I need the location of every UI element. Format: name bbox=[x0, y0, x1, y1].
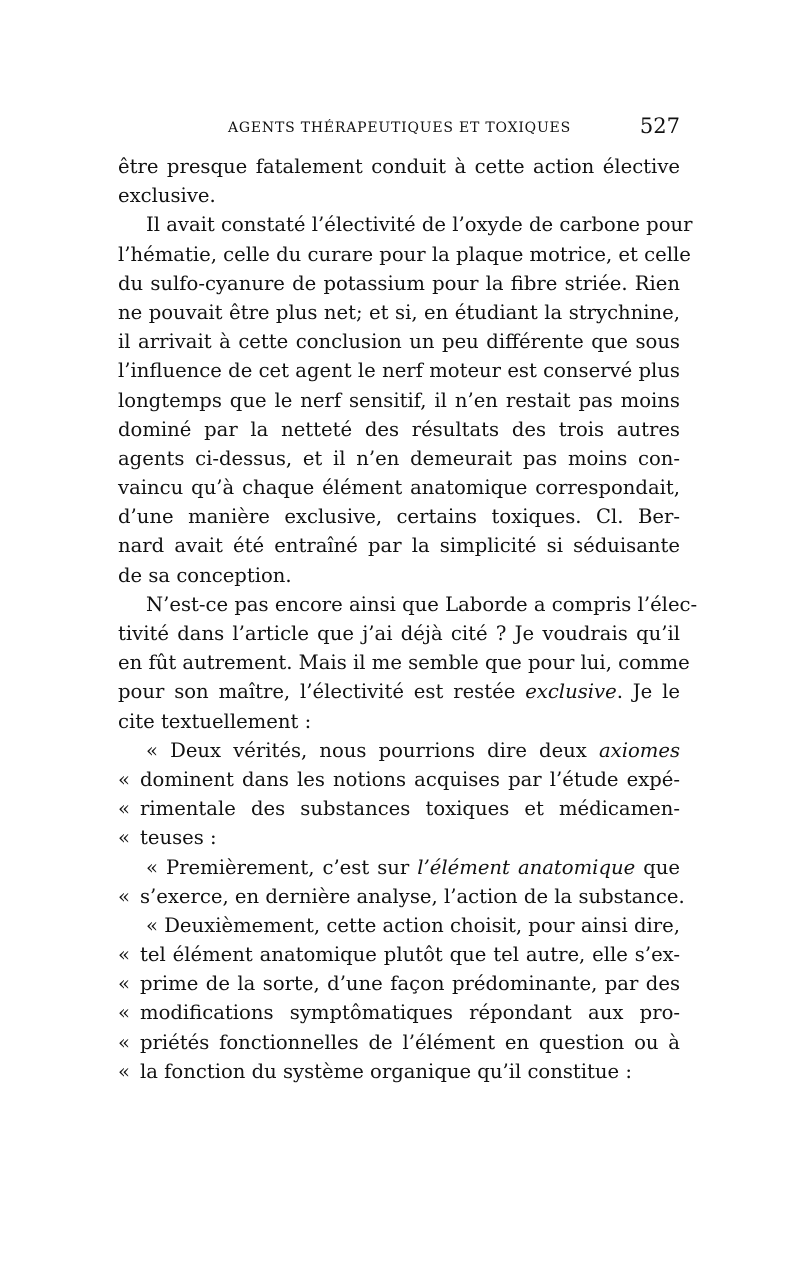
quote-line bbox=[118, 765, 680, 794]
text-span: « Premièrement, c’est sur bbox=[146, 855, 418, 879]
text-line: en fût autrement. Mais il me semble que pour lui, comme bbox=[118, 651, 690, 675]
quote-line bbox=[118, 969, 680, 998]
quote-line bbox=[118, 1057, 680, 1086]
text-line: tivité dans l’article que j’ai déjà cité ? Je voudrais qu’il bbox=[118, 622, 680, 645]
quote-text: priétés fonctionnelles de l’élément en question ou à bbox=[140, 1030, 680, 1054]
quote-mark: « bbox=[118, 826, 130, 850]
body-text bbox=[118, 152, 698, 1086]
text-line: l’hématie, celle du curare pour la plaque motrice, et celle bbox=[118, 242, 691, 266]
quote-line bbox=[118, 882, 685, 911]
quote-text: tel élément anatomique plutôt que tel autre, elle s’ex- bbox=[140, 943, 680, 967]
text-line: du sulfo-cyanure de potassium pour la fibre striée. Rien bbox=[118, 271, 680, 295]
quote-mark: « bbox=[118, 767, 130, 791]
quote-line bbox=[118, 1028, 680, 1057]
quote-text: teuses : bbox=[140, 826, 217, 850]
quote-line bbox=[118, 823, 680, 852]
text-line bbox=[118, 677, 680, 706]
quote-mark: « bbox=[118, 1059, 130, 1083]
quote-text: prime de la sorte, d’une façon prédominante, par des bbox=[140, 972, 680, 996]
text-span: pour son maître, l’électivité est restée bbox=[118, 680, 526, 704]
text-line: cite textuellement : bbox=[118, 709, 312, 733]
text-line: N’est-ce pas encore ainsi que Laborde a compris l’élec- bbox=[146, 592, 698, 616]
quote-text: modifications symptômatiques répondant aux pro- bbox=[140, 1001, 680, 1025]
text-span: « Deux vérités, nous pourrions dire deux bbox=[146, 738, 599, 762]
running-head bbox=[118, 114, 680, 144]
quote-mark: « bbox=[118, 943, 130, 967]
text-line: vaincu qu’à chaque élément anatomique correspondait, bbox=[118, 476, 680, 500]
quote-line bbox=[118, 736, 680, 765]
text-line: ne pouvait être plus net; et si, en étudiant la strychnine, bbox=[118, 300, 680, 324]
quote-line bbox=[118, 794, 680, 823]
text-line: il arrivait à cette conclusion un peu différente que sous bbox=[118, 330, 680, 354]
quote-line bbox=[118, 998, 680, 1027]
page-number: 527 bbox=[639, 114, 680, 138]
text-line: agents ci-dessus, et il n’en demeurait pas moins con- bbox=[118, 446, 680, 470]
text-line: dominé par la netteté des résultats des trois autres bbox=[118, 417, 680, 441]
quote-mark: « bbox=[118, 1001, 130, 1025]
text-line: exclusive. bbox=[118, 184, 216, 208]
italic-term: axiomes bbox=[598, 738, 680, 762]
quote-text: rimentale des substances toxiques et médicamen- bbox=[140, 797, 680, 821]
text-span: que bbox=[635, 855, 680, 879]
quote-text: dominent dans les notions acquises par l’étude expé- bbox=[140, 767, 680, 791]
running-title: AGENTS THÉRAPEUTIQUES ET TOXIQUES bbox=[228, 120, 571, 136]
text-line: de sa conception. bbox=[118, 563, 292, 587]
quote-mark: « bbox=[118, 797, 130, 821]
italic-term: l’élément anatomique bbox=[417, 855, 636, 879]
italic-term: exclusive bbox=[525, 680, 617, 704]
quote-line bbox=[118, 940, 680, 969]
quote-text: s’exerce, en dernière analyse, l’action de la substance. bbox=[140, 884, 685, 908]
quote-mark: « bbox=[118, 884, 130, 908]
quote-line: « Deuxièmement, cette action choisit, pour ainsi dire, bbox=[146, 913, 680, 937]
text-line: nard avait été entraîné par la simplicité si séduisante bbox=[118, 534, 680, 558]
text-line: l’influence de cet agent le nerf moteur est conservé plus bbox=[118, 359, 680, 383]
quote-text: la fonction du système organique qu’il constitue : bbox=[140, 1059, 632, 1083]
quote-mark: « bbox=[118, 972, 130, 996]
quote-line bbox=[118, 853, 680, 882]
text-span: . Je le bbox=[616, 680, 680, 704]
text-line: être presque fatalement conduit à cette action élective bbox=[118, 155, 680, 178]
text-line: Il avait constaté l’électivité de l’oxyde de carbone pour bbox=[146, 213, 693, 237]
quote-mark: « bbox=[118, 1030, 130, 1054]
text-line: longtemps que le nerf sensitif, il n’en restait pas moins bbox=[118, 388, 680, 412]
text-line: d’une manière exclusive, certains toxiques. Cl. Ber- bbox=[118, 505, 680, 529]
